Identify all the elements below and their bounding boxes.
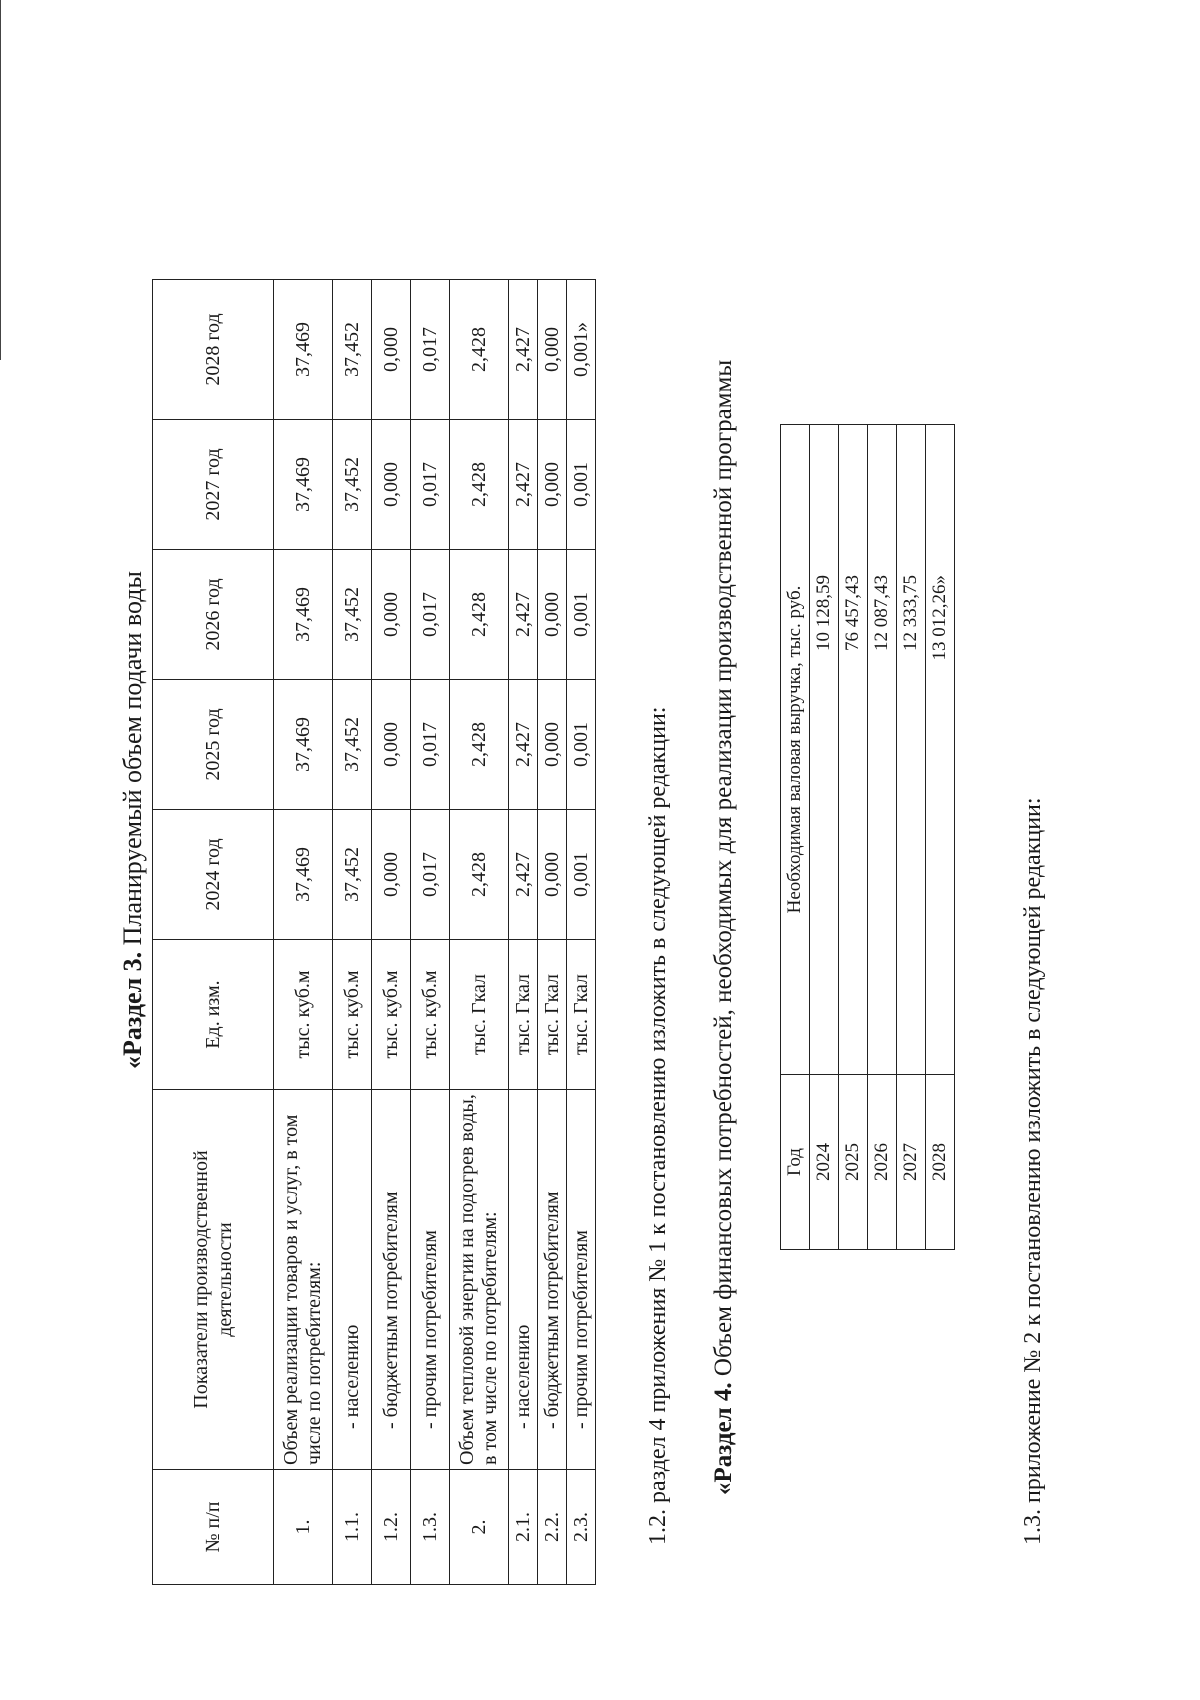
col-header-2028: 2028 год — [153, 280, 274, 420]
cell-revenue: 12 333,75 — [897, 425, 926, 1075]
cell-unit: тыс. куб.м — [333, 940, 372, 1090]
cell-number: 2.1. — [509, 1470, 538, 1585]
cell-2025: 0,000 — [372, 680, 411, 810]
table-row — [538, 280, 567, 1585]
cell-2025: 0,017 — [411, 680, 450, 810]
cell-year: 2027 — [897, 1075, 926, 1250]
cell-2026: 0,000 — [372, 550, 411, 680]
cell-2028: 2,428 — [450, 280, 509, 420]
cell-2025: 2,428 — [450, 680, 509, 810]
cell-2026: 2,427 — [509, 550, 538, 680]
cell-2027: 0,017 — [411, 420, 450, 550]
cell-indicator: Объем тепловой энергии на подогрев воды, в том числе по потребителям: — [450, 1090, 509, 1470]
table-row — [897, 425, 926, 1250]
cell-2028: 37,469 — [274, 280, 333, 420]
cell-indicator: Объем реализации товаров и услуг, в том числе по потребителям: — [274, 1090, 333, 1470]
cell-2028: 37,452 — [333, 280, 372, 420]
cell-unit: тыс. Гкал — [509, 940, 538, 1090]
water-supply-table — [152, 279, 596, 1585]
cell-2027: 0,001 — [567, 420, 596, 550]
cell-2026: 37,452 — [333, 550, 372, 680]
col-header-revenue: Необходимая валовая выручка, тыс. руб. — [781, 425, 810, 1075]
paragraph-1-3: 1.3. приложение № 2 к постановлению изложить в следующей редакции: — [1020, 797, 1046, 1545]
cell-2026: 37,469 — [274, 550, 333, 680]
cell-revenue: 13 012,26» — [926, 425, 955, 1075]
cell-unit: тыс. Гкал — [450, 940, 509, 1090]
cell-number: 1.3. — [411, 1470, 450, 1585]
section-4-title — [710, 360, 738, 1495]
cell-2024: 0,000 — [372, 810, 411, 940]
cell-2027: 0,000 — [538, 420, 567, 550]
section-4-prefix: «Раздел 4. — [710, 1382, 737, 1495]
cell-2027: 37,469 — [274, 420, 333, 550]
section-3-title-text: Планируемый объем подачи воды — [118, 571, 147, 946]
section-3-prefix: «Раздел 3. — [118, 951, 147, 1069]
cell-year: 2028 — [926, 1075, 955, 1250]
cell-revenue: 76 457,43 — [839, 425, 868, 1075]
cell-indicator: - населению — [333, 1090, 372, 1470]
table-row — [839, 425, 868, 1250]
cell-2024: 37,469 — [274, 810, 333, 940]
cell-year: 2024 — [810, 1075, 839, 1250]
cell-indicator: - бюджетным потребителям — [372, 1090, 411, 1470]
section-4-title-text: Объем финансовых потребностей, необходимых для реализации производственной программы — [710, 359, 737, 1377]
table-row — [450, 280, 509, 1585]
cell-2025: 0,001 — [567, 680, 596, 810]
table-row — [868, 425, 897, 1250]
section-3-title — [118, 320, 148, 1320]
cell-2024: 2,427 — [509, 810, 538, 940]
table-row — [333, 280, 372, 1585]
table-row — [509, 280, 538, 1585]
cell-2025: 37,452 — [333, 680, 372, 810]
cell-number: 1. — [274, 1470, 333, 1585]
cell-year: 2025 — [839, 1075, 868, 1250]
table-row — [372, 280, 411, 1585]
cell-2024: 2,428 — [450, 810, 509, 940]
cell-number: 2.2. — [538, 1470, 567, 1585]
cell-2024: 0,017 — [411, 810, 450, 940]
cell-number: 1.1. — [333, 1470, 372, 1585]
table-row — [274, 280, 333, 1585]
cell-number: 2. — [450, 1470, 509, 1585]
cell-2027: 2,428 — [450, 420, 509, 550]
table-row — [810, 425, 839, 1250]
financial-needs-table — [780, 424, 955, 1250]
cell-2026: 0,000 — [538, 550, 567, 680]
table-header-row — [153, 280, 274, 1585]
cell-2028: 0,000 — [372, 280, 411, 420]
col-header-number: № п/п — [153, 1470, 274, 1585]
cell-2025: 0,000 — [538, 680, 567, 810]
col-header-year: Год — [781, 1075, 810, 1250]
cell-indicator: - бюджетным потребителям — [538, 1090, 567, 1470]
table-row — [926, 425, 955, 1250]
paragraph-1-2: 1.2. раздел 4 приложения № 1 к постановлению изложить в следующей редакции: — [645, 706, 671, 1545]
cell-unit: тыс. куб.м — [411, 940, 450, 1090]
col-header-2026: 2026 год — [153, 550, 274, 680]
table-header-row — [781, 425, 810, 1250]
cell-2024: 37,452 — [333, 810, 372, 940]
cell-number: 1.2. — [372, 1470, 411, 1585]
table-row — [411, 280, 450, 1585]
col-header-2024: 2024 год — [153, 810, 274, 940]
cell-revenue: 12 087,43 — [868, 425, 897, 1075]
cell-year: 2026 — [868, 1075, 897, 1250]
cell-2028: 0,001» — [567, 280, 596, 420]
cell-2028: 0,017 — [411, 280, 450, 420]
cell-unit: тыс. куб.м — [274, 940, 333, 1090]
cell-2028: 0,000 — [538, 280, 567, 420]
col-header-2027: 2027 год — [153, 420, 274, 550]
cell-2025: 37,469 — [274, 680, 333, 810]
cell-indicator: - населению — [509, 1090, 538, 1470]
cell-2025: 2,427 — [509, 680, 538, 810]
cell-2024: 0,001 — [567, 810, 596, 940]
cell-unit: тыс. куб.м — [372, 940, 411, 1090]
cell-2024: 0,000 — [538, 810, 567, 940]
cell-unit: тыс. Гкал — [567, 940, 596, 1090]
cell-2027: 0,000 — [372, 420, 411, 550]
cell-2026: 2,428 — [450, 550, 509, 680]
col-header-2025: 2025 год — [153, 680, 274, 810]
cell-2026: 0,017 — [411, 550, 450, 680]
cell-2026: 0,001 — [567, 550, 596, 680]
col-header-unit: Ед. изм. — [153, 940, 274, 1090]
cell-indicator: - прочим потребителям — [411, 1090, 450, 1470]
table-row — [567, 280, 596, 1585]
cell-2027: 2,427 — [509, 420, 538, 550]
col-header-indicator: Показатели производственной деятельности — [153, 1090, 274, 1470]
cell-revenue: 10 128,59 — [810, 425, 839, 1075]
cell-2027: 37,452 — [333, 420, 372, 550]
cell-2028: 2,427 — [509, 280, 538, 420]
cell-indicator: - прочим потребителям — [567, 1090, 596, 1470]
cell-number: 2.3. — [567, 1470, 596, 1585]
cell-unit: тыс. Гкал — [538, 940, 567, 1090]
